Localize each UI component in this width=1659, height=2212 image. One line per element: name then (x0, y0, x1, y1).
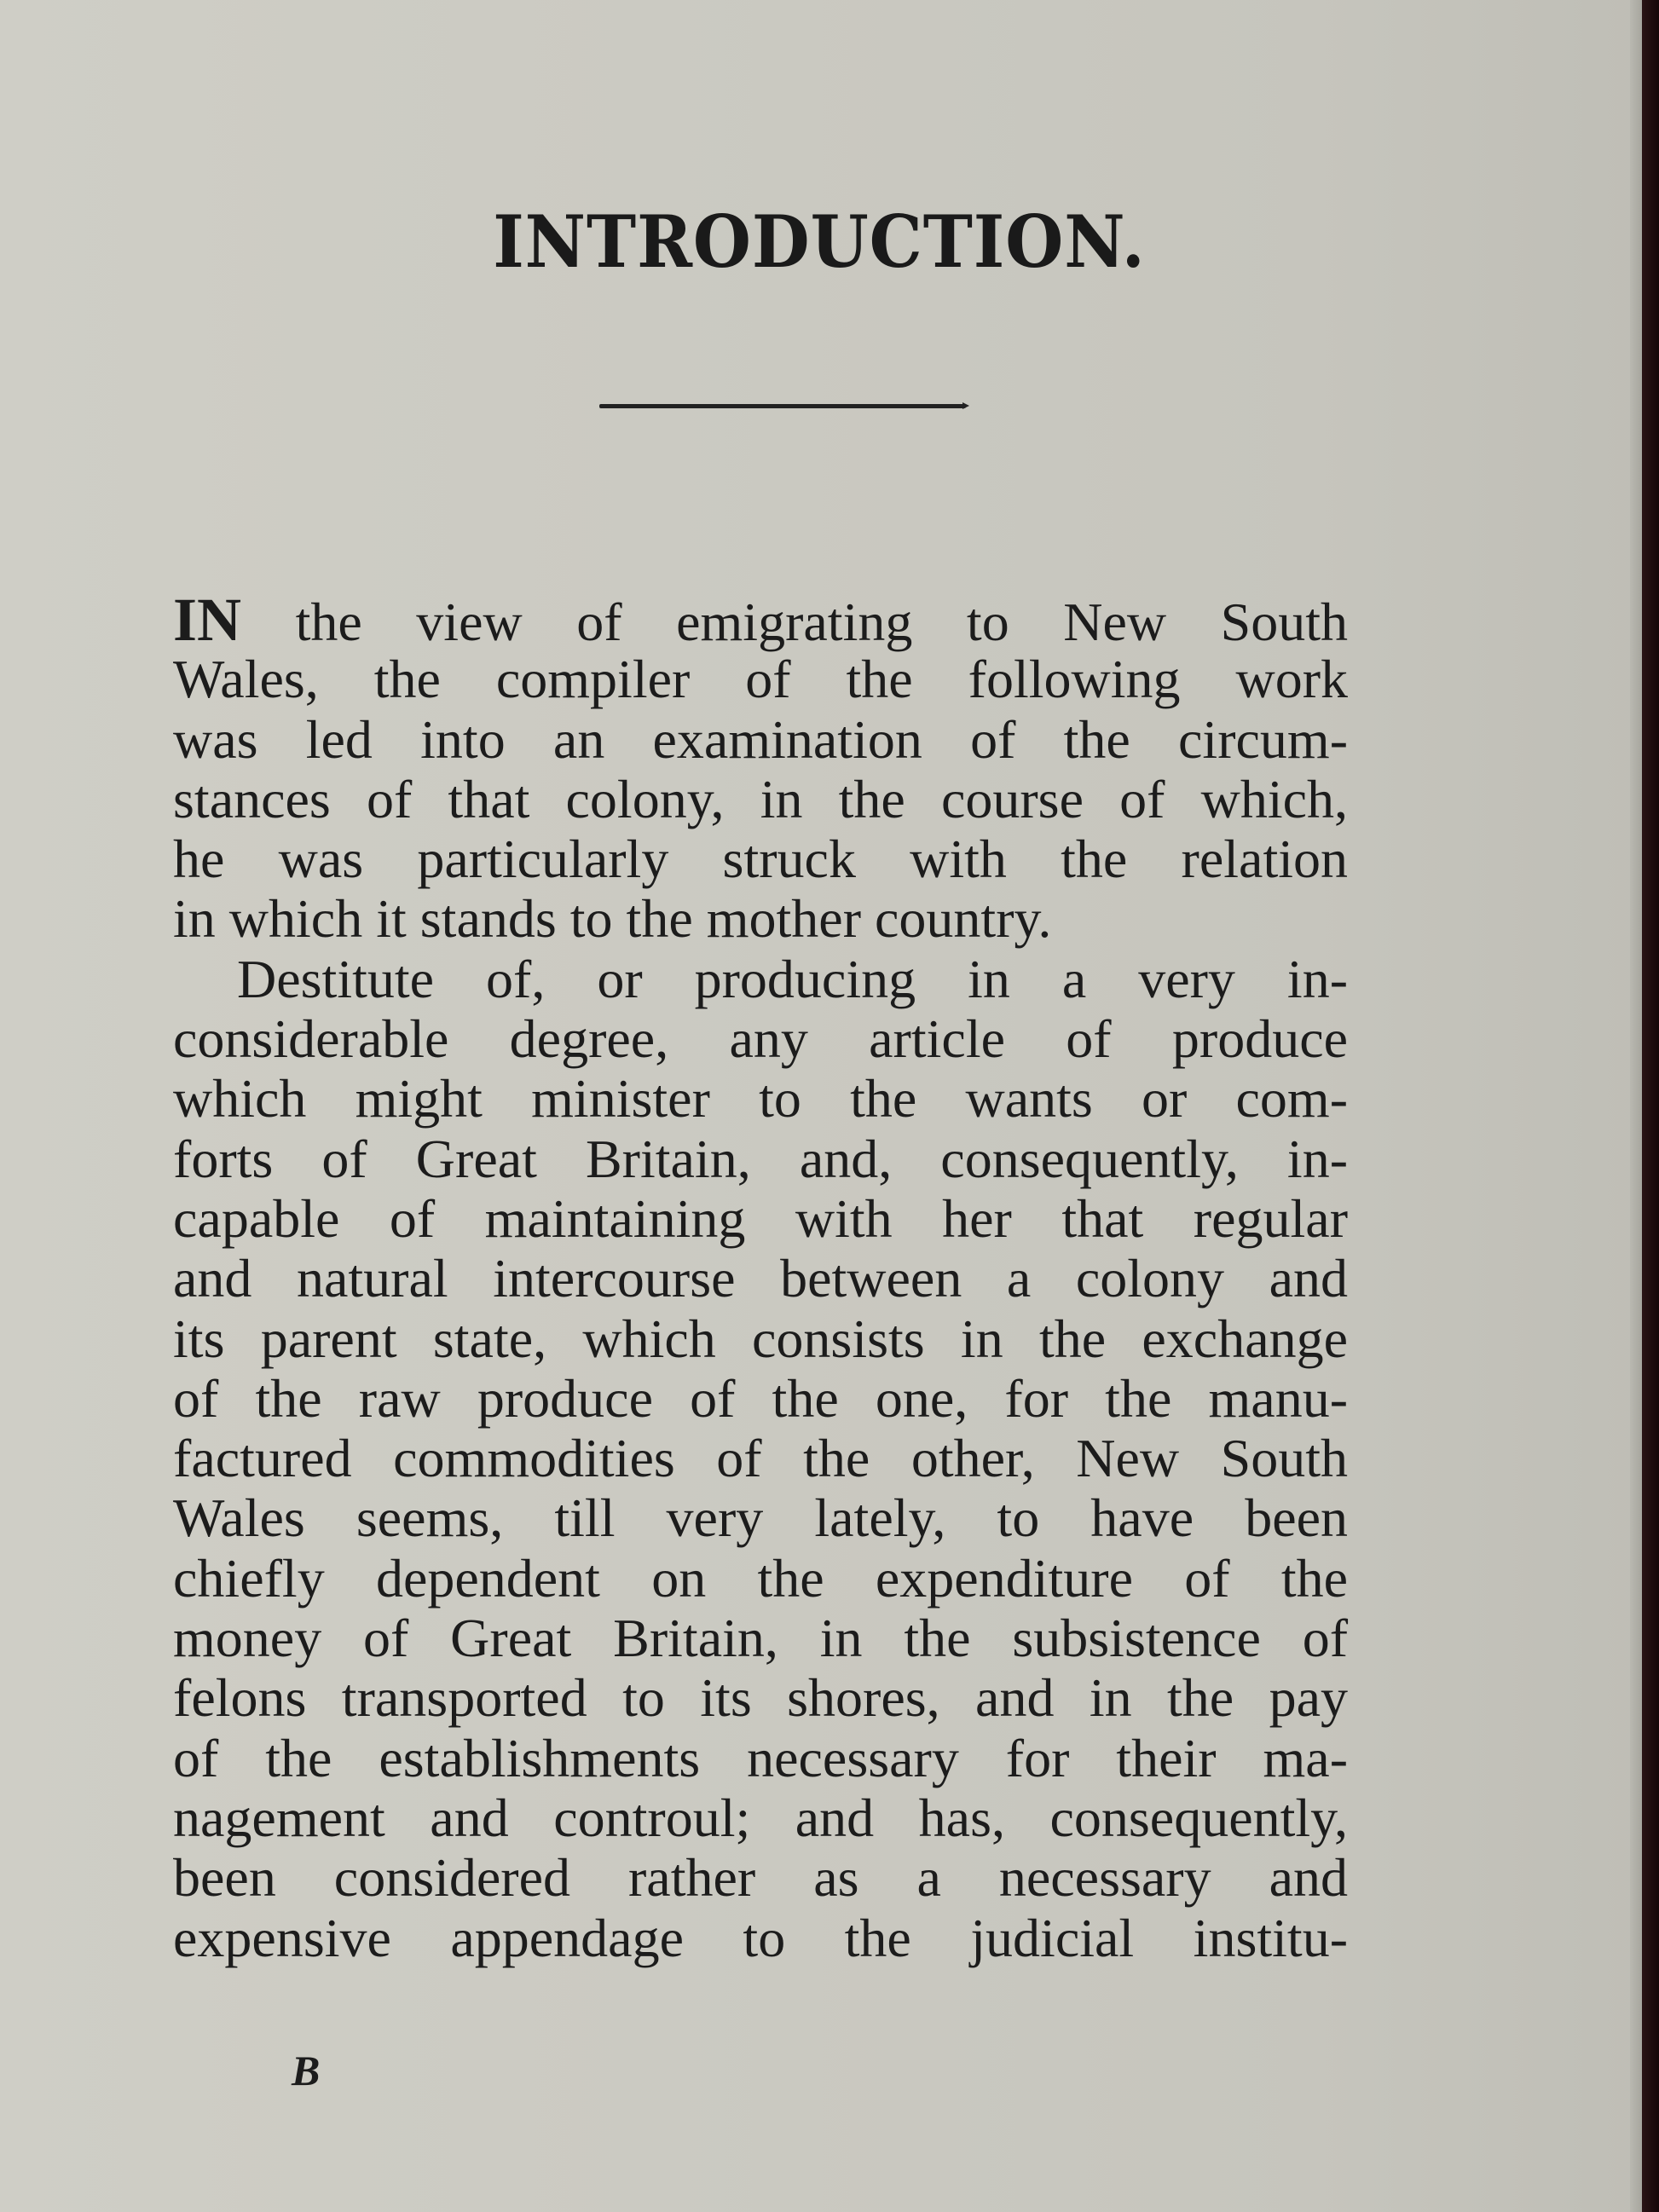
title-divider-rule (599, 404, 966, 408)
text-line: and natural intercourse between a colony and (173, 1248, 1348, 1309)
paragraph-1 (173, 586, 1348, 950)
page-title: INTRODUCTION. (493, 199, 1146, 285)
text-line (173, 586, 1348, 654)
text-line: which might minister to the wants or com- (173, 1068, 1348, 1129)
text-line: Wales, the compiler of the following work (173, 649, 1348, 710)
text-line: of the raw produce of the one, for the manu- (173, 1367, 1348, 1429)
drop-cap: IN (173, 586, 242, 654)
book-binding-edge (1642, 0, 1659, 2212)
text-line: money of Great Britain, in the subsistence of (173, 1608, 1348, 1669)
text-line: Destitute of, or producing in a very in- (237, 948, 1348, 1009)
text-line: nagement and controul; and has, consequently, (173, 1787, 1348, 1848)
paragraph-2 (173, 950, 1348, 1968)
text-line: of the establishments necessary for their ma- (173, 1727, 1348, 1788)
text-line: forts of Great Britain, and, consequently, in- (173, 1128, 1348, 1189)
text-line: its parent state, which consists in the exchange (173, 1308, 1348, 1369)
text-line: capable of maintaining with her that regular (173, 1187, 1348, 1249)
text-line-content: the view of emigrating to New South (241, 592, 1348, 652)
text-line: expensive appendage to the judicial institu- (173, 1907, 1348, 1968)
text-line: stances of that colony, in the course of which, (173, 768, 1348, 829)
text-line: he was particularly struck with the relation (173, 829, 1348, 890)
text-line: in which it stands to the mother country. (173, 888, 1052, 950)
text-line: chiefly dependent on the expenditure of the (173, 1547, 1348, 1608)
body-text (173, 586, 1348, 1968)
text-line: Wales seems, till very lately, to have been (173, 1487, 1348, 1549)
page-edge-shadow (1630, 0, 1642, 2212)
text-line: factured commodities of the other, New South (173, 1428, 1348, 1489)
text-line: been considered rather as a necessary and (173, 1847, 1348, 1909)
printer-signature-mark: B (292, 2047, 321, 2094)
text-line: was led into an examination of the circum- (173, 708, 1348, 770)
text-line: considerable degree, any article of produce (173, 1008, 1348, 1070)
text-line: felons transported to its shores, and in the pay (173, 1667, 1348, 1729)
